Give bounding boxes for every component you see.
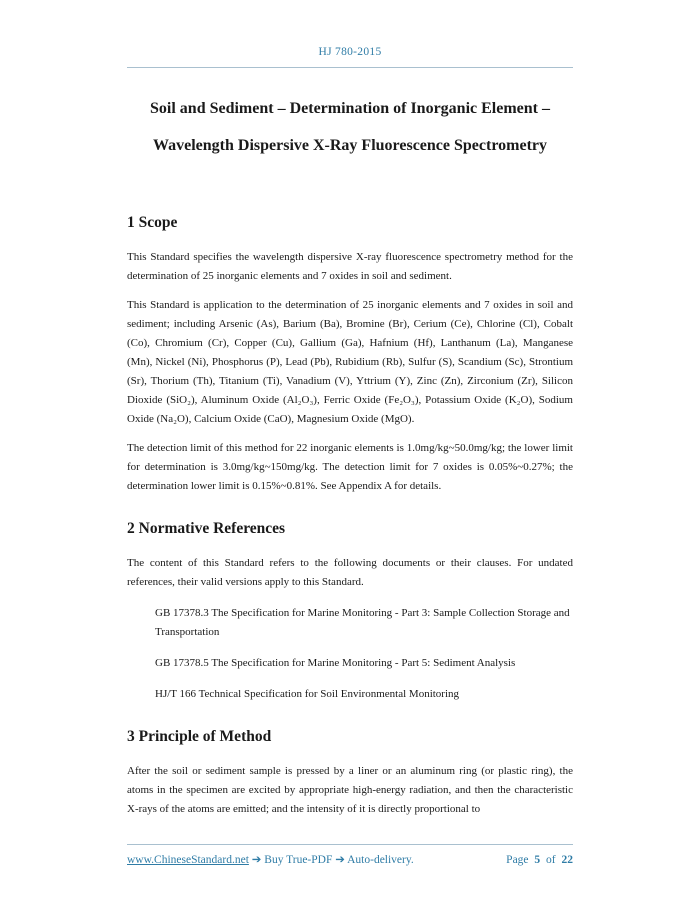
principle-paragraph-1: After the soil or sediment sample is pressed by a liner or an aluminum ring (or plastic ring), the atoms in the specimen are excited by appropriate high-energy radiation, and then the characteristic X-rays of the atoms are emitted; and the intensity of it is directly proportional to (127, 765, 573, 815)
section-heading-scope: 1 Scope (127, 214, 178, 231)
scope-paragraph-1: This Standard specifies the wavelength dispersive X-ray fluorescence spectrometry method for the determination of 25 inorganic elements and 7 oxides in soil and sediment. (127, 251, 573, 282)
scope-paragraph-3: The detection limit of this method for 22 inorganic elements is 1.0mg/kg~50.0mg/kg; the lower limit for determination is 3.0mg/kg~150mg/kg. The detection limit for 7 oxides is 0.05%~0.27%; the determination lower limit is 0.15%~0.81%. See Appendix A for details. (127, 442, 573, 492)
footer-tagline: ➔ Buy True-PDF ➔ Auto-delivery. (248, 854, 414, 866)
page-number: 5 (534, 854, 541, 866)
footer-page-indicator (503, 854, 573, 866)
document-title (127, 90, 573, 164)
doc-number: HJ 780-2015 (318, 46, 382, 58)
page-content (0, 68, 700, 829)
references-intro: The content of this Standard refers to the following documents or their clauses. For undated references, their valid versions apply to this Standard. (127, 557, 573, 588)
reference-item-2: GB 17378.5 The Specification for Marine Monitoring - Part 5: Sediment Analysis (155, 657, 516, 669)
title-line-1: Soil and Sediment – Determination of Inorganic Element – (150, 100, 550, 117)
page-footer (0, 844, 700, 866)
section-heading-principle: 3 Principle of Method (127, 728, 272, 745)
footer-row (0, 845, 700, 866)
of-word: of (546, 854, 556, 866)
page-word: Page (506, 854, 529, 866)
website-link[interactable]: www.ChineseStandard.net (127, 854, 249, 866)
scope-paragraph-2: This Standard is application to the determination of 25 inorganic elements and 7 oxides in soil and sediment; including Arsenic (As), Barium (Ba), Bromine (Br), Cerium (Ce), Chlorine (Cl), Cobalt (Co), Chromium (Cr), Copper (Cu), Gallium (Ga), Hafnium (Hf), Lanthanum (La), Manganese (Mn), Nickel (Ni), Phosphorus (P), Lead (Pb), Rubidium (Rb), Sulfur (S), Scandium (Sc), Strontium (Sr), Thorium (Th), Titanium (Ti), Vanadium (V), Yttrium (Y), Zinc (Zn), Zirconium (Zr), Silicon Dioxide (SiO₂), Aluminum Oxide (Al₂O₃), Ferric Oxide (Fe₂O₃), Potassium Oxide (K₂O), Sodium Oxide (Na₂O), Calcium Oxide (CaO), Magnesium Oxide (MgO). (127, 299, 573, 425)
title-line-2: Wavelength Dispersive X-Ray Fluorescence Spectrometry (153, 137, 547, 154)
footer-left (127, 852, 414, 866)
reference-item-3: HJ/T 166 Technical Specification for Soil Environmental Monitoring (155, 688, 460, 700)
total-pages: 22 (561, 854, 573, 866)
reference-item-1: GB 17378.3 The Specification for Marine Monitoring - Part 3: Sample Collection Storage and Transportation (155, 607, 570, 638)
page-header (0, 0, 700, 58)
section-heading-references: 2 Normative References (127, 520, 286, 537)
